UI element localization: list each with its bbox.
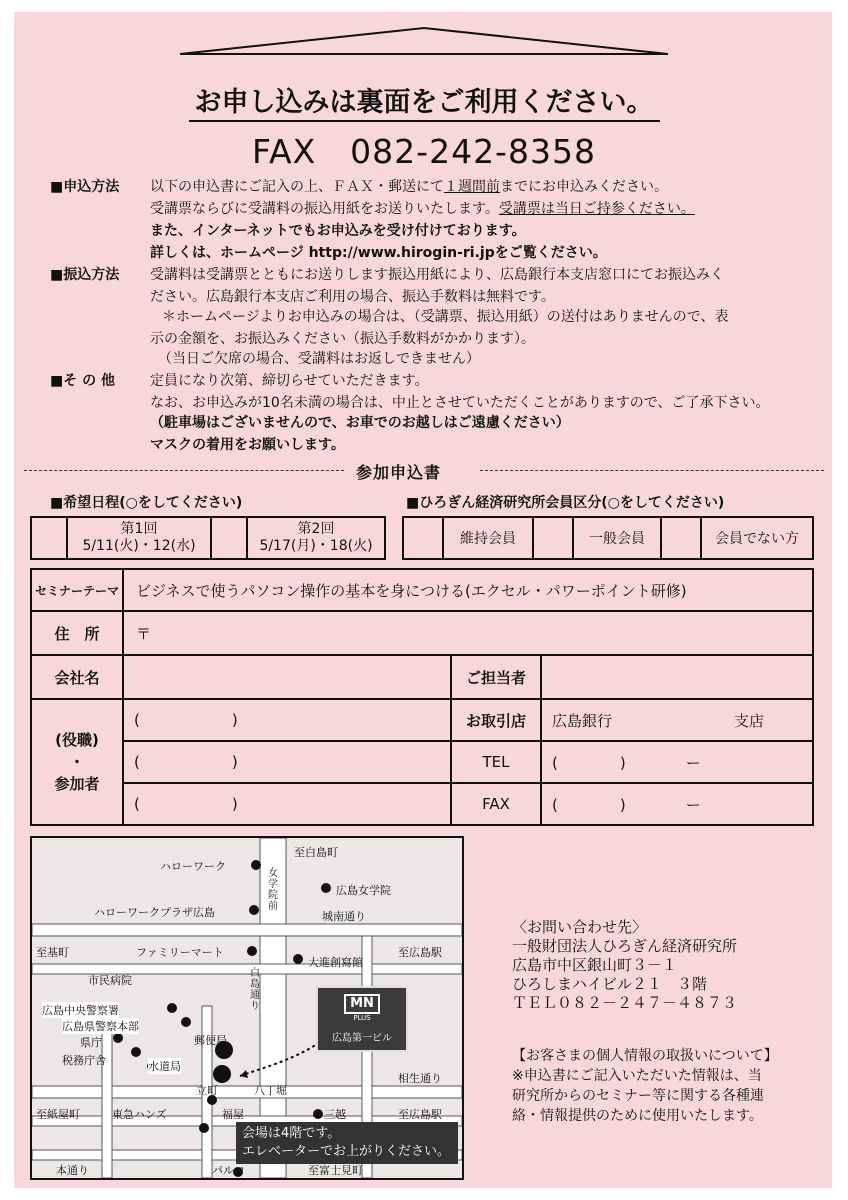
- privacy-note: [512, 1046, 778, 1126]
- map-label-8: ファミリーマート: [136, 946, 224, 959]
- apply-line-4: 詳しくは、ホームページ http://www.hirogin-ri.jpをご覧ください。: [150, 245, 607, 261]
- other-line-4: マスクの着用をお願いします。: [150, 437, 345, 453]
- map-label-18: 水道局: [148, 1060, 181, 1073]
- other-line-2: なお、お申込みが10名未満の場合は、中止とさせていただくことがありますので、ご了承下さい。: [150, 395, 770, 411]
- contact-org: 一般財団法人ひろぎん経済研究所: [512, 937, 738, 955]
- map-label-3: 女学院前: [268, 868, 278, 912]
- pay-line-4: 示の金額を、お振込みください（振込手数料がかかります）。: [150, 331, 535, 347]
- tel-field[interactable]: ( ) ー: [541, 741, 813, 783]
- bank-branch-field[interactable]: 広島銀行 支店: [541, 699, 813, 741]
- schedule-table: [30, 516, 386, 560]
- map-label-27: 本通り: [56, 1164, 89, 1177]
- apply-line-3: また、インターネットでもお申込みを受け付けております。: [150, 223, 526, 239]
- venue-notice: [236, 1122, 458, 1164]
- venue-building: [316, 986, 408, 1052]
- map-label-15: 郵便局: [194, 1034, 227, 1047]
- session2-date: 5/17(月)・18(火): [259, 538, 373, 554]
- access-map: [30, 836, 464, 1180]
- contact-address-1: 広島市中区銀山町３－１: [512, 956, 678, 974]
- session2-cell: [247, 517, 385, 559]
- map-label-22: 至紙屋町: [36, 1108, 80, 1121]
- map-label-4: 広島女学院: [336, 884, 391, 897]
- participant-field-1[interactable]: ( ): [123, 699, 451, 741]
- map-label-5: ハローワークプラザ広島: [94, 906, 215, 919]
- privacy-title: 【お客さまの個人情報の取扱いについて】: [512, 1048, 778, 1064]
- apply-line-2: 受講票ならびに受講料の振込用紙をお送りいたします。受講票は当日ご持参ください。: [150, 201, 695, 217]
- contact-address-2: ひろしまハイビル２１ ３階: [512, 975, 708, 993]
- pay-line-5: （当日ご欠席の場合、受講料はお返しできません）: [158, 351, 480, 367]
- member-type-3: 会員でない方: [701, 517, 813, 559]
- map-label-9: 至広島駅: [398, 946, 442, 959]
- fax-field[interactable]: ( ) ー: [541, 783, 813, 825]
- contact-heading: 〈お問い合わせ先〉: [512, 918, 648, 936]
- map-label-12: 白島通り: [250, 968, 260, 1012]
- company-label: 会社名: [31, 655, 123, 699]
- company-field[interactable]: [123, 655, 451, 699]
- dashed-divider-left: [24, 470, 344, 471]
- tel-label: TEL: [451, 741, 541, 783]
- privacy-line-3: 絡・情報提供のために使用いたします。: [512, 1108, 763, 1124]
- apply-method-label: ■申込方法: [50, 179, 120, 195]
- contact-block: [512, 918, 737, 1013]
- map-label-17: 税務庁舎: [62, 1054, 106, 1067]
- contact-tel: ＴＥＬ０８２－２４７－４８７３: [512, 994, 738, 1012]
- fax-number: FAX 082-242-8358: [252, 132, 596, 171]
- participant-field-2[interactable]: ( ): [123, 741, 451, 783]
- session2-title: 第2回: [297, 521, 335, 537]
- session1-date: 5/11(火)・12(水): [82, 538, 196, 554]
- apply-line-1: 以下の申込書にご記入の上、ＦＡＸ・郵送にて１週間前までにお申込みください。: [150, 179, 668, 195]
- contact-person-label: ご担当者: [451, 655, 541, 699]
- roof-triangle: [0, 0, 848, 70]
- map-label-23: 東急ハンズ: [112, 1108, 167, 1121]
- venue-notice-2: エレベーターでお上がりください。: [242, 1144, 451, 1159]
- fax-label: FAX: [451, 783, 541, 825]
- member-circle-1[interactable]: [403, 517, 443, 559]
- venue-notice-1: 会場は4階です。: [242, 1126, 341, 1141]
- map-label-16: 県庁: [80, 1036, 102, 1049]
- bank-branch-label: お取引店: [451, 699, 541, 741]
- session1-cell: [67, 517, 211, 559]
- member-type-1: 維持会員: [443, 517, 533, 559]
- map-label-25: 三越: [324, 1108, 346, 1121]
- seminar-theme-value: ビジネスで使うパソコン操作の基本を身につける(エクセル・パワーポイント研修): [123, 569, 813, 611]
- map-label-29: 至富士見町: [308, 1164, 363, 1177]
- mn-plus-logo-sub: PLUS: [353, 1014, 371, 1022]
- map-label-14: 広島県警察本部: [62, 1020, 139, 1033]
- map-label-2: ハローワーク: [160, 860, 226, 873]
- contact-person-field[interactable]: [541, 655, 813, 699]
- pay-line-2: ださい。広島銀行本支店ご利用の場合、振込手数料は無料です。: [150, 289, 555, 305]
- session1-title: 第1回: [120, 521, 158, 537]
- session1-circle-cell[interactable]: [31, 517, 67, 559]
- mn-plus-logo: MN: [344, 994, 380, 1014]
- address-label: 住 所: [31, 611, 123, 655]
- address-field[interactable]: 〒: [123, 611, 813, 655]
- map-label-26: 至広島駅: [398, 1108, 442, 1121]
- map-label-24: 福屋: [222, 1108, 244, 1121]
- participant-label: (役職) ・ 参加者: [31, 699, 123, 825]
- headline: お申し込みは裏面をご利用ください。: [0, 80, 848, 119]
- privacy-line-2: 研究所からのセミナー等に関する各種連: [512, 1088, 764, 1104]
- pay-line-1: 受講料は受講票とともにお送りします振込用紙により、広島銀行本支店窓口にてお振込みく: [150, 267, 724, 283]
- map-label-21: 相生通り: [398, 1072, 442, 1085]
- member-type-label: ■ひろぎん経済研究所会員区分(○をしてください): [406, 495, 725, 511]
- other-label: ■そ の 他: [50, 373, 115, 389]
- map-label-10: 大進創寫館: [308, 956, 363, 969]
- member-circle-3[interactable]: [661, 517, 701, 559]
- privacy-line-1: ※申込書にご記入いただいた情報は、当: [512, 1068, 762, 1084]
- pay-line-3: ＊ホームページよりお申込みの場合は、（受講票、振込用紙）の送付はありませんので、表: [162, 309, 729, 325]
- map-label-20: 八丁堀: [254, 1084, 287, 1097]
- participant-field-3[interactable]: ( ): [123, 783, 451, 825]
- member-type-2: 一般会員: [573, 517, 661, 559]
- dashed-divider-right: [480, 470, 824, 471]
- venue-building-name: 広島第一ビル: [332, 1033, 392, 1044]
- other-line-1: 定員になり次第、締切らせていただきます。: [150, 373, 429, 389]
- map-label-1: 至白島町: [294, 846, 338, 859]
- seminar-theme-label: セミナーテーマ: [31, 569, 123, 611]
- session2-circle-cell[interactable]: [211, 517, 247, 559]
- application-form-table: [30, 568, 814, 826]
- map-label-7: 至基町: [36, 946, 69, 959]
- other-line-3: （駐車場はございませんので、お車でのお越しはご遠慮ください）: [150, 415, 570, 431]
- schedule-label: ■希望日程(○をしてください): [50, 495, 243, 511]
- form-title: 参加申込書: [356, 463, 442, 482]
- map-label-6: 城南通り: [322, 910, 366, 923]
- map-label-28: パルコ: [212, 1164, 245, 1177]
- map-label-11: 市民病院: [88, 974, 132, 987]
- payment-method-label: ■振込方法: [50, 267, 120, 283]
- map-label-13: 広島中央警察署: [42, 1004, 119, 1017]
- member-circle-2[interactable]: [533, 517, 573, 559]
- member-type-table: [402, 516, 814, 560]
- map-label-19: 立町: [196, 1084, 218, 1097]
